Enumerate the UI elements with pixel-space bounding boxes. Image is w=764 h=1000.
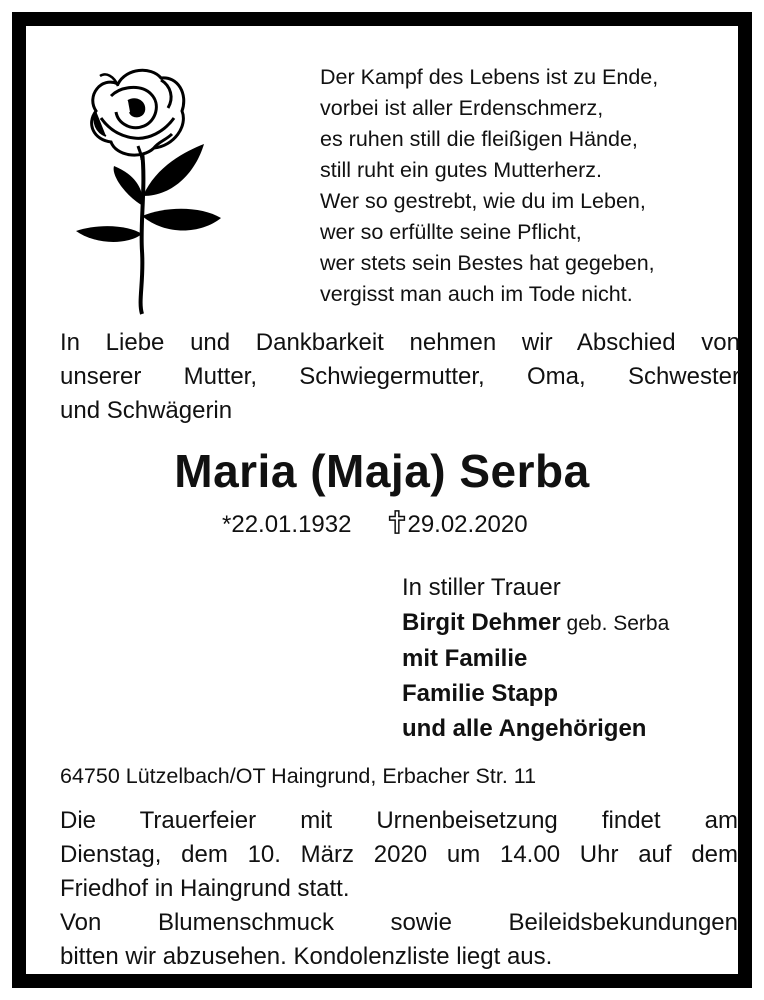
- mourners-intro: In stiller Trauer: [402, 574, 561, 601]
- mourner-line: [402, 641, 669, 676]
- funeral-line: Dienstag, dem 10. März 2020 um 14.00 Uhr auf dem: [60, 841, 738, 868]
- death-date: 29.02.2020: [407, 511, 528, 538]
- address: 64750 Lützelbach/OT Haingrund, Erbacher Str. 11: [60, 764, 537, 788]
- funeral-notice: [60, 804, 738, 974]
- obituary-card: [12, 12, 752, 988]
- mourner-name: Birgit Dehmer: [402, 609, 561, 636]
- poem-line: es ruhen still die fleißigen Hände,: [320, 127, 638, 151]
- poem-line: still ruht ein gutes Mutterherz.: [320, 158, 603, 182]
- poem-line: vergisst man auch im Tode nicht.: [320, 282, 633, 306]
- poem-line: Wer so gestrebt, wie du im Leben,: [320, 189, 646, 213]
- mourner-family: mit Familie: [402, 645, 528, 672]
- poem-line: Der Kampf des Lebens ist zu Ende,: [320, 65, 659, 89]
- mourner-line: [402, 605, 669, 641]
- poem-line: vorbei ist aller Erdenschmerz,: [320, 96, 604, 120]
- life-dates: [222, 510, 528, 539]
- rose-icon: [56, 56, 226, 316]
- poem: [320, 62, 740, 310]
- farewell-intro: [60, 326, 740, 428]
- intro-line: In Liebe und Dankbarkeit nehmen wir Abschied von: [60, 329, 740, 356]
- poem-line: wer so erfüllte seine Pflicht,: [320, 220, 582, 244]
- funeral-line: bitten wir abzusehen. Kondolenzliste liegt aus.: [60, 943, 553, 970]
- birth-date: *22.01.1932: [222, 511, 352, 538]
- funeral-line: Von Blumenschmuck sowie Beileidsbekundungen: [60, 909, 738, 936]
- intro-line: unserer Mutter, Schwiegermutter, Oma, Schwester: [60, 363, 740, 390]
- mourner-line: [402, 676, 669, 711]
- mourner-relatives: und alle Angehörigen: [402, 715, 647, 742]
- funeral-line: Friedhof in Haingrund statt.: [60, 875, 350, 902]
- mourner-family-stapp: Familie Stapp: [402, 680, 559, 707]
- mourner-maiden-name: geb. Serba: [560, 612, 670, 635]
- intro-line: und Schwägerin: [60, 397, 233, 424]
- poem-line: wer stets sein Bestes hat gegeben,: [320, 251, 655, 275]
- mourners: [402, 570, 669, 746]
- funeral-line: Die Trauerfeier mit Urnenbeisetzung findet am: [60, 807, 738, 834]
- mourner-line: [402, 711, 669, 746]
- deceased-name: Maria (Maja) Serba: [174, 445, 590, 497]
- cross-icon: [387, 510, 407, 534]
